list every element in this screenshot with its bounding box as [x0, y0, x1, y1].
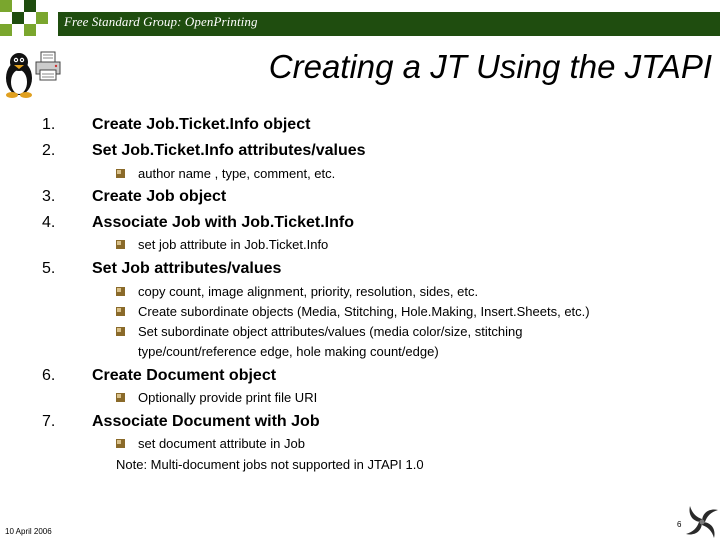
- step-text: Create Job.Ticket.Info object: [92, 116, 311, 133]
- bullet-icon: [116, 393, 125, 402]
- sub-item: set document attribute in Job: [138, 436, 305, 451]
- banner-text: Free Standard Group: OpenPrinting: [64, 14, 258, 29]
- corner-square-6: [24, 24, 36, 36]
- step-text: Create Document object: [92, 367, 277, 384]
- corner-square-4: [36, 12, 48, 24]
- sub-item: Optionally provide print file URI: [138, 390, 318, 405]
- step-text: Create Job object: [92, 188, 227, 205]
- corner-square-2: [24, 0, 36, 12]
- note-text: Note: Multi-document jobs not supported in JTAPI 1.0: [116, 457, 424, 472]
- page-number: 6: [677, 520, 682, 529]
- bullet-icon: [116, 169, 125, 178]
- sub-item-continuation: type/count/reference edge, hole making count/edge): [138, 344, 439, 359]
- step-number: 5.: [42, 260, 56, 277]
- step-text: Associate Document with Job: [92, 413, 320, 430]
- step-text: Set Job attributes/values: [92, 260, 282, 277]
- sub-item: set job attribute in Job.Ticket.Info: [138, 237, 329, 252]
- tux-penguin-icon: [2, 52, 36, 98]
- step-text: Set Job.Ticket.Info attributes/values: [92, 142, 366, 159]
- step-number: 6.: [42, 367, 56, 384]
- step-text: Associate Job with Job.Ticket.Info: [92, 214, 354, 231]
- sub-item: Create subordinate objects (Media, Stitching, Hole.Making, Insert.Sheets, etc.): [138, 304, 590, 319]
- step-number: 2.: [42, 142, 56, 159]
- corner-square-5: [0, 24, 12, 36]
- bullet-icon: [116, 287, 125, 296]
- footer-date: 10 April 2006: [5, 527, 52, 536]
- printer-icon: [34, 50, 62, 84]
- swirl-logo-icon: [684, 504, 720, 540]
- sub-item: copy count, image alignment, priority, resolution, sides, etc.: [138, 284, 479, 299]
- bullet-icon: [116, 327, 125, 336]
- step-number: 7.: [42, 413, 56, 430]
- bullet-icon: [116, 307, 125, 316]
- sub-item: Set subordinate object attributes/values (media color/size, stitching: [138, 324, 523, 339]
- corner-square-3: [12, 12, 24, 24]
- bullet-icon: [116, 439, 125, 448]
- bullet-icon: [116, 240, 125, 249]
- sub-item: author name , type, comment, etc.: [138, 166, 336, 181]
- step-number: 1.: [42, 116, 56, 133]
- step-number: 3.: [42, 188, 56, 205]
- step-number: 4.: [42, 214, 56, 231]
- page-title: Creating a JT Using the JTAPI: [268, 48, 712, 85]
- corner-square-1: [0, 0, 12, 12]
